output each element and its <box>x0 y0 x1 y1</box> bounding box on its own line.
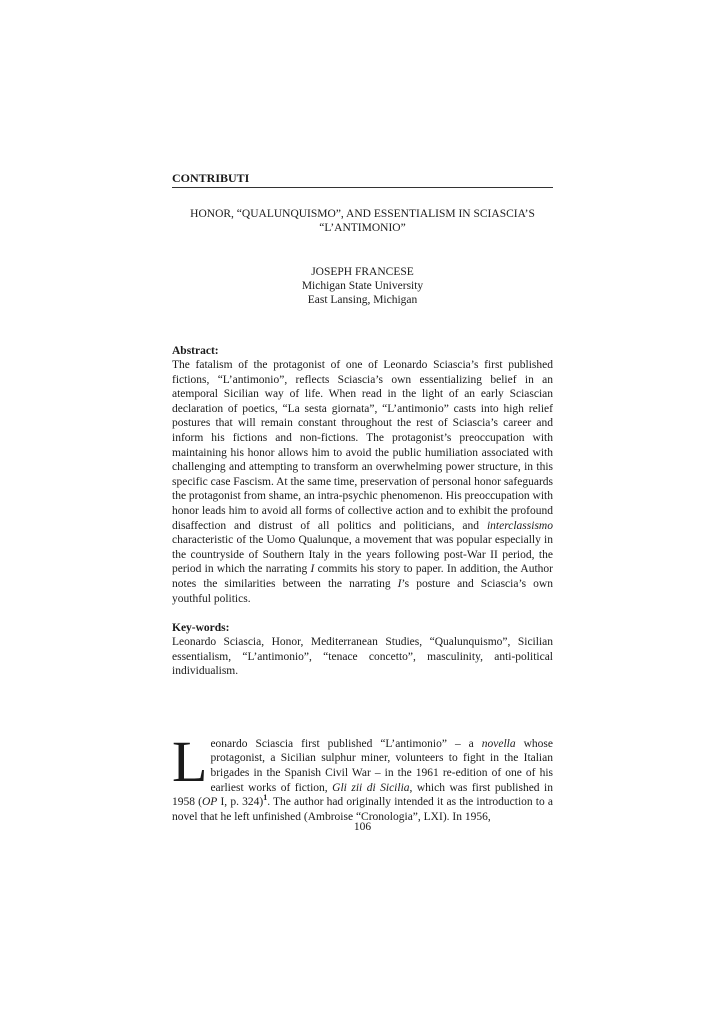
body-italic: novella <box>481 737 516 750</box>
author-location: East Lansing, Michigan <box>307 294 418 306</box>
body-paragraph <box>172 728 553 825</box>
page-number: 106 <box>353 821 372 833</box>
body-text-part: . The author had originally intended it as the introduction to a novel that he left unfinished (Ambroise “Cronologia”, LXI). In 1956, <box>172 796 553 823</box>
body-text-part: eonardo Sciascia first published “L’antimonio” – a <box>210 737 482 750</box>
abstract-text <box>172 358 553 606</box>
abstract-italic: I <box>397 577 402 590</box>
author-name: JOSEPH FRANCESE <box>311 266 414 278</box>
title-line: HONOR, “QUALUNQUISMO”, AND ESSENTIALISM IN SCIASCIA’S <box>190 208 535 220</box>
author-block <box>172 265 553 307</box>
body-text-part: whose protagonist, a Sicilian sulphur miner, volunteers to fight in the Italian brigades in the Spanish Civil War – in the 1961 re-edition of one of his earliest works of fiction, <box>210 737 553 794</box>
section-heading: CONTRIBUTI <box>172 170 553 188</box>
body-italic: Gli zii di Sicilia <box>332 781 410 794</box>
body-italic: OP <box>201 796 218 809</box>
abstract-heading: Abstract: <box>172 345 219 357</box>
body-text-part: , which was first published in 1958 ( <box>172 781 553 809</box>
abstract-italic: interclassismo <box>486 519 553 532</box>
abstract-italic: I <box>310 563 315 576</box>
abstract-text-part: characteristic of the Uomo Qualunque, a movement that was popular especially in the countryside of Southern Italy in the years following post-War II period, the period in which the narrating <box>172 534 553 576</box>
article-title <box>172 207 553 235</box>
abstract-text-part: ’s posture and Sciascia’s own youthful politics. <box>172 577 553 605</box>
author-affiliation: Michigan State University <box>301 280 424 292</box>
article-page <box>172 170 553 824</box>
keywords-text: Leonardo Sciascia, Honor, Mediterranean Studies, “Qualunquismo”, Sicilian essentialism, “L’antimonio”, “tenace concetto”, masculinity, anti-political individualism. <box>172 636 553 678</box>
drop-cap: L <box>172 728 208 794</box>
abstract-text-part: The fatalism of the protagonist of one of Leonardo Sciascia’s first published fictions, “L’antimonio”, reflects Sciascia’s own essentializing belief in an atemporal Sicilian way of life. When read in the light of an early Sciascian declaration of poetics, “La sesta giornata”, “L’antimonio” casts into high relief postures that will remain constant throughout the rest of Sciascia’s career and inform his fictions and non-fictions. The protagonist’s preoccupation with maintaining his honor allows him to avoid the public humiliation associated with challenging and attempting to transform an overwhelming power structure, in this specific case Fascism. At the same time, preservation of personal honor safeguards the protagonist from shame, an intra-psychic phenomenon. His preoccupation with honor leads him to avoid all forms of collective action and to exhibit the profound disaffection and distrust of all politics and politicians, and <box>172 359 553 532</box>
keywords-heading: Key-words: <box>172 622 230 635</box>
body-text-part: I, p. 324) <box>217 796 264 809</box>
title-line: “L’ANTIMONIO” <box>319 222 406 234</box>
footnote-reference[interactable]: 1 <box>263 793 268 803</box>
abstract-text-part: commits his story to paper. In addition, the Author notes the similarities between the narrating <box>172 563 553 590</box>
